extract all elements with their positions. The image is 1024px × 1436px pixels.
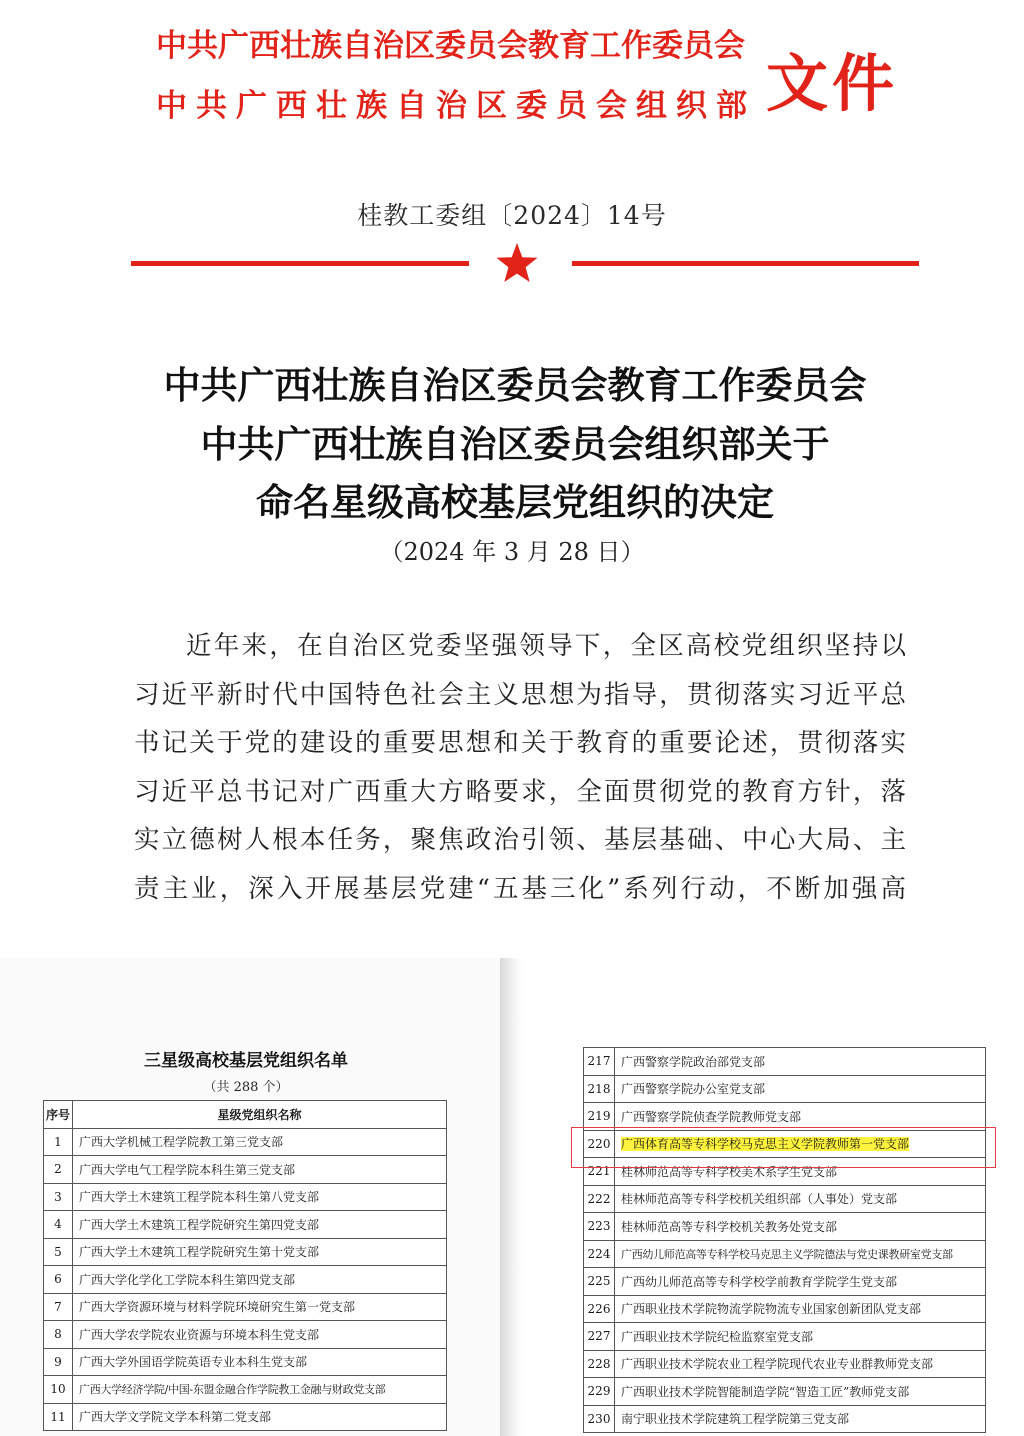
row-name: 南宁职业技术学院建筑工程学院第三党支部	[615, 1405, 986, 1433]
table-row	[584, 1075, 986, 1103]
row-name: 广西大学机械工程学院教工第三党支部	[73, 1128, 447, 1156]
right-list-table	[583, 1047, 986, 1433]
page-fold-shadow	[500, 958, 522, 1436]
left-list-table	[43, 1100, 447, 1431]
row-name: 广西大学土木建筑工程学院研究生第十党支部	[73, 1238, 447, 1266]
row-name: 广西大学资源环境与材料学院环境研究生第一党支部	[73, 1293, 447, 1321]
body-line: 习近平新时代中国特色社会主义思想为指导，贯彻落实习近平总	[134, 679, 906, 710]
row-name: 广西警察学院办公室党支部	[615, 1075, 986, 1103]
row-no: 230	[584, 1405, 615, 1433]
row-no: 227	[584, 1323, 615, 1351]
table-row	[584, 1185, 986, 1213]
row-no: 8	[44, 1321, 73, 1349]
row-no: 218	[584, 1075, 615, 1103]
row-no: 5	[44, 1238, 73, 1266]
document-date: （2024 年 3 月 28 日）	[379, 538, 645, 566]
row-no: 11	[44, 1403, 73, 1431]
row-name: 广西幼儿师范高等专科学校马克思主义学院德法与党史课教研室党支部	[615, 1240, 986, 1268]
row-name: 广西职业技术学院农业工程学院现代农业专业群教师党支部	[615, 1350, 986, 1378]
table-row	[44, 1266, 447, 1294]
issuer-line-1: 中共广西壮族自治区委员会教育工作委员会	[156, 28, 745, 64]
table-row	[44, 1183, 447, 1211]
table-row	[44, 1156, 447, 1184]
table-row	[584, 1103, 986, 1131]
row-name: 桂林师范高等专科学校机关教务处党支部	[615, 1213, 986, 1241]
row-name: 广西职业技术学院智能制造学院“智造工匠”教师党支部	[615, 1378, 986, 1406]
row-no: 225	[584, 1268, 615, 1296]
row-no: 4	[44, 1211, 73, 1239]
row-no: 228	[584, 1350, 615, 1378]
table-row	[584, 1048, 986, 1076]
document-word: 文件	[766, 47, 899, 120]
table-row	[584, 1378, 986, 1406]
table-row	[584, 1213, 986, 1241]
row-no: 217	[584, 1048, 615, 1076]
row-name: 广西大学农学院农业资源与环境本科生党支部	[73, 1321, 447, 1349]
body-paragraph	[134, 622, 906, 913]
table-row	[584, 1405, 986, 1433]
highlight-outline-box	[571, 1127, 996, 1168]
row-no: 222	[584, 1185, 615, 1213]
body-line: 近年来，在自治区党委坚强领导下，全区高校党组织坚持以	[186, 631, 906, 661]
document-title-line-3: 命名星级高校基层党组织的决定	[256, 480, 774, 524]
row-name: 桂林师范高等专科学校机关组织部（人事处）党支部	[615, 1185, 986, 1213]
row-name: 广西职业技术学院物流学院物流专业国家创新团队党支部	[615, 1295, 986, 1323]
row-name: 广西幼儿师范高等专科学校学前教育学院学生党支部	[615, 1268, 986, 1296]
row-name: 广西大学土木建筑工程学院研究生第四党支部	[73, 1211, 447, 1239]
row-name: 广西大学化学化工学院本科生第四党支部	[73, 1266, 447, 1294]
table-row	[44, 1293, 447, 1321]
row-no: 229	[584, 1378, 615, 1406]
body-line: 实立德树人根本任务，聚焦政治引领、基层基础、中心大局、主	[134, 825, 906, 855]
row-no: 2	[44, 1156, 73, 1184]
row-no: 219	[584, 1103, 615, 1131]
row-no: 223	[584, 1213, 615, 1241]
row-no: 224	[584, 1240, 615, 1268]
table-row	[584, 1268, 986, 1296]
row-name: 广西职业技术学院纪检监察室党支部	[615, 1323, 986, 1351]
highlight-mark: 广西体育高等专科学校马克思主义学院教师第一党支部	[621, 1137, 910, 1152]
list-count: （共 288 个）	[203, 1080, 289, 1095]
table-row	[44, 1403, 447, 1431]
red-rule-right	[572, 261, 919, 266]
table-row	[44, 1321, 447, 1349]
document-title-line-1: 中共广西壮族自治区委员会教育工作委员会	[163, 363, 867, 407]
issuer-line-2: 中共广西壮族自治区委员会组织部	[156, 88, 756, 124]
row-no: 6	[44, 1266, 73, 1294]
row-name: 广西大学经济学院/中国-东盟金融合作学院教工金融与财政党支部	[73, 1376, 447, 1404]
table-row	[584, 1295, 986, 1323]
row-name: 广西大学电气工程学院本科生第三党支部	[73, 1156, 447, 1184]
row-name: 桂林师范高等专科学校美术系学生党支部	[615, 1158, 986, 1186]
row-name: 广西警察学院侦查学院教师党支部	[615, 1103, 986, 1131]
table-row	[44, 1376, 447, 1404]
table-row	[44, 1211, 447, 1239]
body-line: 习近平总书记对广西重大方略要求，全面贯彻党的教育方针，落	[134, 776, 906, 807]
table-row	[44, 1128, 447, 1156]
body-line: 书记关于党的建设的重要思想和关于教育的重要论述，贯彻落实	[134, 728, 906, 758]
row-no: 3	[44, 1183, 73, 1211]
row-name: 广西大学文学院文学本科第二党支部	[73, 1403, 447, 1431]
row-name: 广西大学外国语学院英语专业本科生党支部	[73, 1348, 447, 1376]
star-icon	[495, 241, 539, 285]
table-row	[584, 1240, 986, 1268]
row-no: 1	[44, 1128, 73, 1156]
table-row	[584, 1350, 986, 1378]
row-no: 7	[44, 1293, 73, 1321]
red-rule-left	[131, 261, 469, 266]
row-no: 221	[584, 1158, 615, 1186]
table-row	[44, 1238, 447, 1266]
row-name: 广西大学土木建筑工程学院本科生第八党支部	[73, 1183, 447, 1211]
column-header-name: 星级党组织名称	[73, 1101, 447, 1129]
row-no: 9	[44, 1348, 73, 1376]
document-title-line-2: 中共广西壮族自治区委员会组织部关于	[200, 422, 830, 466]
column-header-no: 序号	[44, 1101, 73, 1129]
table-row	[44, 1348, 447, 1376]
body-line: 责主业，深入开展基层党建“五基三化”系列行动，不断加强高	[134, 873, 906, 904]
table-row	[584, 1323, 986, 1351]
row-no: 220	[584, 1130, 615, 1158]
row-name: 广西警察学院政治部党支部	[615, 1048, 986, 1076]
table-header-row	[44, 1101, 447, 1129]
list-title: 三星级高校基层党组织名单	[144, 1051, 348, 1071]
row-no: 10	[44, 1376, 73, 1404]
document-number: 桂教工委组〔2024〕14号	[357, 201, 667, 230]
row-no: 226	[584, 1295, 615, 1323]
